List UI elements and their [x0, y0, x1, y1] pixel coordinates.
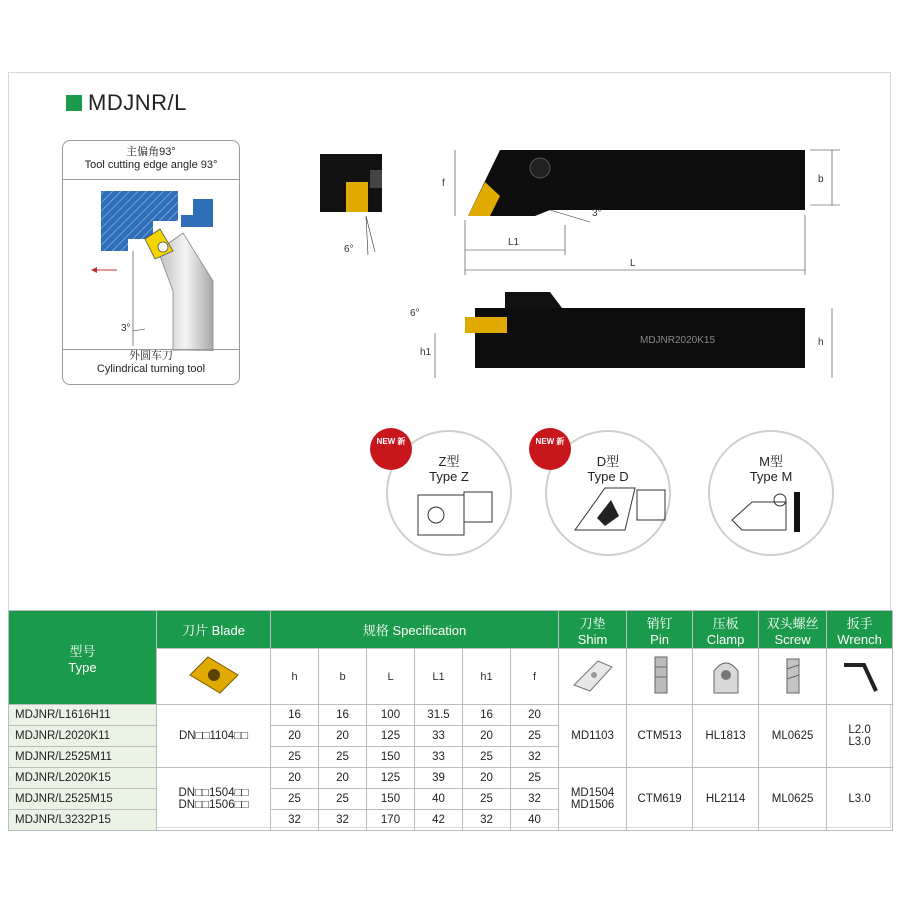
spec-header-L: L: [367, 649, 415, 705]
type-z-screw-icon: [428, 507, 444, 523]
type-m-pin-icon: [774, 494, 786, 506]
spec-cell: 25: [511, 768, 559, 789]
clamp-image-cell: [693, 649, 759, 705]
spec-cell: 39: [415, 768, 463, 789]
spec-cell: 170: [367, 810, 415, 831]
spec-cell: 20: [511, 705, 559, 726]
wrench-group1-a: L2.0: [848, 724, 871, 736]
blade-group2-b: DN□□1506□□: [178, 799, 249, 811]
header-pin-cn: 销钉: [646, 615, 673, 631]
engraved-model: MDJNR2020K15: [640, 335, 716, 346]
angle-caption: [63, 141, 239, 172]
header-screw: [759, 611, 827, 649]
title-block: [66, 90, 187, 116]
spec-header-L1: L1: [415, 649, 463, 705]
table-row: [9, 705, 893, 726]
header-clamp-en: Clamp: [706, 631, 745, 647]
spec-cell: 25: [271, 789, 319, 810]
header-shim: [559, 611, 627, 649]
cutting-angle-panel: [62, 140, 240, 385]
table-row: [9, 768, 893, 789]
type-z-badge-text: NEW 新: [376, 437, 406, 446]
top-view-screw-icon: [530, 158, 550, 178]
dim-h1-label: h1: [420, 347, 432, 358]
spec-header-b: b: [319, 649, 367, 705]
spec-cell: 32: [271, 810, 319, 831]
header-clamp-cn: 压板: [712, 615, 739, 631]
turning-diagram: [63, 181, 240, 351]
type-z-new-badge: [370, 428, 412, 470]
shim-group1: MD1103: [559, 705, 627, 768]
shim-group2-a: MD1504: [570, 787, 615, 799]
spec-cell: 33: [415, 747, 463, 768]
side-view-insert: [465, 317, 507, 333]
type-m-cn: M型: [759, 454, 783, 469]
type-d-clamp-icon: [597, 500, 619, 526]
angle-caption-cn: 主偏角93°: [126, 146, 176, 158]
header-blade: 刀片 Blade: [157, 611, 271, 649]
wrench-icon: [838, 653, 882, 697]
spec-cell: 16: [319, 705, 367, 726]
tool-name-en: Cylindrical turning tool: [96, 363, 206, 375]
spec-cell: 20: [463, 726, 511, 747]
pin-group2: CTM619: [627, 768, 693, 831]
shim-group2: [559, 768, 627, 831]
dim-h-label: h: [818, 337, 824, 348]
spec-cell: 20: [271, 768, 319, 789]
technical-drawing: [300, 130, 860, 380]
model-cell: MDJNR/L2525M15: [9, 789, 157, 810]
type-z-pocket: [418, 495, 464, 535]
header-pin-en: Pin: [650, 631, 669, 647]
spec-cell: 33: [415, 726, 463, 747]
model-cell: MDJNR/L2020K11: [9, 726, 157, 747]
type-d-cn: D型: [596, 454, 620, 469]
feed-arrow-icon: [91, 267, 97, 273]
spec-cell: 32: [319, 810, 367, 831]
spec-cell: 25: [319, 789, 367, 810]
clamp-group2: HL2114: [693, 768, 759, 831]
spec-cell: 16: [463, 705, 511, 726]
spec-cell: 25: [319, 747, 367, 768]
spec-cell: 40: [415, 789, 463, 810]
pin-group1: CTM513: [627, 705, 693, 768]
blade-image-cell: [157, 649, 271, 705]
spec-cell: 31.5: [415, 705, 463, 726]
pin-image-cell: [627, 649, 693, 705]
spec-cell: 40: [511, 810, 559, 831]
screw-group2: ML0625: [759, 768, 827, 831]
spec-cell: 25: [463, 747, 511, 768]
dim-l-label: L: [630, 258, 636, 269]
shim-image-cell: [559, 649, 627, 705]
header-screw-en: Screw: [774, 631, 811, 647]
type-m-pocket: [732, 502, 786, 530]
wrench-group1: [827, 705, 893, 768]
header-type-cn: 型号: [69, 643, 96, 659]
dim-3deg-line: [550, 210, 590, 222]
shim-group2-b: MD1506: [570, 799, 615, 811]
insert-hole-icon: [158, 242, 168, 252]
screw-group1: ML0625: [759, 705, 827, 768]
type-d-shank: [637, 490, 665, 520]
spec-cell: 32: [511, 789, 559, 810]
clamp-icon: [706, 653, 746, 697]
spec-cell: 125: [367, 726, 415, 747]
type-d-new-badge: [529, 428, 571, 470]
header-spec: 规格 Specification: [271, 611, 559, 649]
type-z-cn: Z型: [438, 454, 460, 469]
type-d-en: Type D: [587, 469, 629, 484]
top-view-holder: [468, 150, 805, 216]
side-view-clamp: [505, 292, 562, 308]
angle-divider-top: [63, 179, 239, 180]
blade-group1: DN□□1104□□: [157, 705, 271, 768]
tool-name-cn: 外圆车刀: [129, 350, 173, 362]
shim-icon: [568, 653, 618, 697]
side-angle-label: 6°: [410, 308, 420, 319]
spec-cell: 25: [271, 747, 319, 768]
type-d-badge-text: NEW 新: [535, 437, 565, 446]
workpiece-edge: [181, 199, 213, 227]
blade-group2-a: DN□□1504□□: [178, 787, 249, 799]
header-wrench-cn: 扳手: [846, 615, 873, 631]
dim-b-label: b: [818, 174, 824, 185]
spec-cell: 150: [367, 789, 415, 810]
header-wrench: [827, 611, 893, 649]
title-square-icon: [66, 95, 82, 111]
type-z-shank: [464, 492, 492, 522]
screw-image-cell: [759, 649, 827, 705]
type-m-en: Type M: [749, 469, 793, 484]
type-m-circle: [708, 430, 834, 556]
header-shim-en: Shim: [577, 631, 608, 647]
type-z-en: Type Z: [429, 469, 469, 484]
wrench-group2: L3.0: [827, 768, 893, 831]
spec-cell: 25: [463, 789, 511, 810]
header-screw-cn: 双头螺丝: [766, 615, 819, 631]
spec-header-f: f: [511, 649, 559, 705]
model-cell: MDJNR/L2020K15: [9, 768, 157, 789]
dim-f-label: f: [442, 178, 445, 189]
spec-cell: 150: [367, 747, 415, 768]
page-title: MDJNR/L: [88, 90, 187, 115]
header-shim-cn: 刀垫: [579, 615, 606, 631]
angle-value: 3°: [121, 323, 131, 334]
dim-3deg-label: 3°: [592, 208, 602, 219]
spec-header-h1: h1: [463, 649, 511, 705]
spec-cell: 32: [463, 810, 511, 831]
blade-group2: [157, 768, 271, 831]
type-m-clamp-bar: [794, 492, 800, 532]
pin-icon: [640, 653, 680, 697]
spec-cell: 20: [319, 726, 367, 747]
front-view-insert: [346, 182, 368, 212]
wrench-image-cell: [827, 649, 893, 705]
spec-cell: 25: [511, 726, 559, 747]
spec-header-h: h: [271, 649, 319, 705]
dim-l1-label: L1: [508, 237, 520, 248]
model-cell: MDJNR/L1616H11: [9, 705, 157, 726]
spec-cell: 20: [271, 726, 319, 747]
spec-cell: 16: [271, 705, 319, 726]
spec-cell: 20: [319, 768, 367, 789]
header-type-en: Type: [68, 659, 97, 675]
header-clamp: [693, 611, 759, 649]
front-view-clamp: [370, 170, 382, 188]
angle-arc-line: [133, 329, 145, 331]
blade-insert-icon: [184, 653, 244, 697]
header-type: [9, 611, 157, 705]
spec-cell: 42: [415, 810, 463, 831]
clamp-group1: HL1813: [693, 705, 759, 768]
header-wrench-en: Wrench: [837, 631, 882, 647]
header-pin: [627, 611, 693, 649]
angle-footer: [63, 350, 239, 376]
type-m-drawing: [708, 430, 834, 556]
spec-cell: 125: [367, 768, 415, 789]
spec-cell: 32: [511, 747, 559, 768]
spec-cell: 100: [367, 705, 415, 726]
model-cell: MDJNR/L2525M11: [9, 747, 157, 768]
model-cell: MDJNR/L3232P15: [9, 810, 157, 831]
angle-caption-en: Tool cutting edge angle 93°: [84, 159, 218, 171]
screw-icon: [773, 653, 813, 697]
wrench-group1-b: L3.0: [848, 736, 871, 748]
spec-cell: 20: [463, 768, 511, 789]
spec-table: [8, 610, 893, 831]
front-angle-label: 6°: [344, 244, 354, 255]
